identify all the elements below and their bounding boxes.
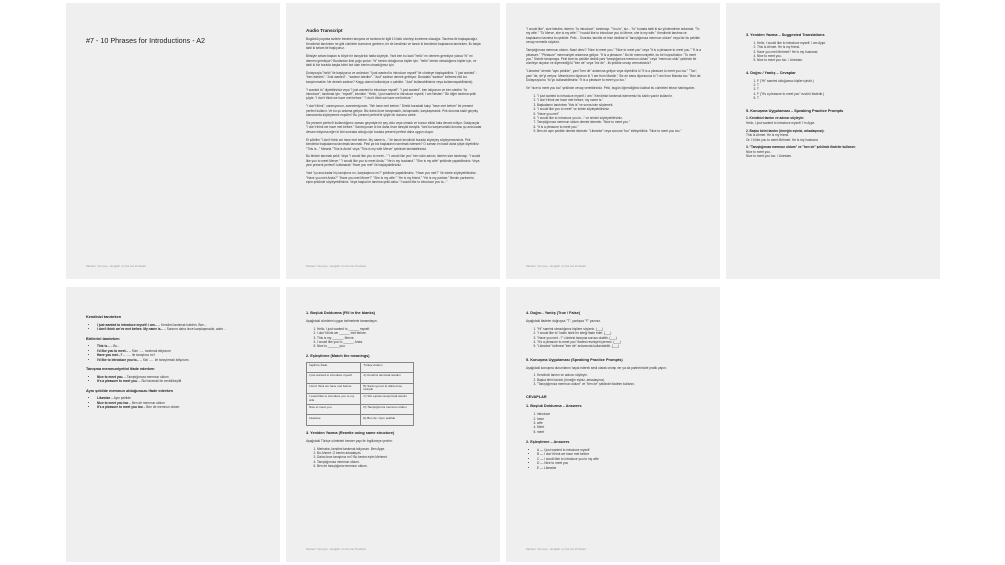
prompt-label: 2. Başka birini tanıtın (örneğin eşinizi, arkadaşınızı): (746, 128, 825, 133)
section-heading: 3. Yeniden Yazma – Suggested Translations (746, 33, 825, 37)
page-exercises (286, 287, 500, 562)
table-cell: I would like to introduce you to my wife (307, 394, 361, 405)
paragraph: Dolayısıyla "hello" ile başlıyoruz ve ardından "I just wanted to introduce myself" ile cümleye başlayabiliriz. "I just wanted" - "ben istedim". "Just wanted" - "sadece istedim". "Just" sadece demek gelmiyor. Buradaki "sadece" kelimesi ekli kız kavşılınmaktır. Ne demek sadece? Kaygı-olanın kullanılıyor o şekilde. "Just" kullanabilirsiniz veya kullanmayabilirsiniz). (306, 70, 478, 84)
tf-answer-list (746, 79, 922, 101)
instructions: Aşağıdaki cümleleri uygun kelimelerle tamamlayın. (306, 318, 378, 323)
paragraph: "I don't think", sanmıyorum, zannetmiyorum. "We have met before." Direkt buradaki kalıp "have met before" bir present perfect kullanır. Ve bu şu anlama geliyor. Biz daha önce tanışmadık, buluşmadık, karşılaşmadık. Pek duruma kadıl geçmiş zamanında söyleyemez mışdim? Bu present perfect'le şöyle bir durumu varbir. (306, 104, 478, 118)
table-cell: A) Kendimi tanıtmak istedim (361, 373, 414, 384)
table-cell: B) Sanmıyorum ki daha önce tanıştık (361, 383, 414, 394)
paragraph: Et şöbilim "I don't think we have met before. My name is..." ile tanıdı kendinizi burada söyleyey söyleyemezsiniz. Pek kendimizi başkalarına tanıtmak tanımak. Peki ya biz başkalarını tanıtmak istersek? O zaman en basit daha şöyle diyebiliriz: "This is..." Mesela "This is Anda" veya "This is my wife Merve" şeklinde tanıtabilirsiniz. (306, 137, 480, 151)
table-cell: I don't think we have met before (307, 383, 361, 394)
list-item: • A — I just wanted to introduce myself (537, 448, 702, 452)
table-row (307, 394, 414, 405)
paragraph: "Likewise" demek "aynı şekilde", yani "ben de" anlamına geliyor veya diyebiliriz ki "It is a pleasure to meet you too." "Too", yani "de, de"yi veriyor. Mesela ben diyorum ki "I am from Mardin." Siz de bana diyorsunuz ki "I am from Manisa too." Ben de. Dolayısıyla bu "to"yu kullanabilirsiniz: "It is a pleasure to meet you too." (526, 69, 702, 83)
section-heading: 4. Doğru / Yanlış – Cevaplar (746, 70, 796, 75)
section-heading: 5. Konuşma Uygulaması – Speaking Practice Prompts (746, 108, 844, 113)
list-item: • I don't think we've met before. My name is... – Sanırım daha önce karşılaşmadık, adım... (97, 327, 262, 331)
list-item: 3. Daha önce tanıştınız mı? Bu benim eşim Mehmet. (317, 455, 482, 459)
list-item: 1. Hello, I just wanted to ______ myself. (317, 327, 482, 331)
instructions: Aşağıdaki ifadeler doğruysa "T", yanlışsa "F" yazınız. (526, 318, 601, 323)
suggested-list (746, 41, 922, 63)
list-item: 2. T (757, 83, 922, 87)
table-cell: İngilizce İfade (307, 362, 361, 373)
list-item: 3. "Have you met...?" cümlesi tanışma sorusu olabilir. (___) (537, 336, 702, 340)
answers-list (526, 412, 702, 434)
list-item: 1. Merhaba, kendimi tanıtmak istiyorum. Ben Ayşe. (317, 447, 482, 451)
table-row (307, 415, 414, 426)
section-heading: 1. Boşluk Doldurma – Answers (526, 404, 582, 409)
list-item: 3. wife (537, 421, 702, 425)
list-item: • I'd like you to meet... – Size ...... tanıtmak istiyorum (97, 349, 262, 353)
list-item: 4. F ("It's a pleasure to meet you" ezcörü ifadedir.) (757, 92, 922, 96)
list-item: • It's a pleasure to meet you too – Ben de memnun oldum (97, 405, 262, 409)
page-phrase-summary (66, 287, 280, 562)
blanks-list (306, 327, 482, 349)
speak-list (526, 373, 702, 386)
prompt-label: 1. Kendinizi tanıtın ve adınızı söyleyin: (746, 116, 805, 121)
list-item: 5. Nice to meet you too. / Likewise. (757, 58, 922, 62)
list-item: • Nice to meet you too – Ben de memnun oldum (97, 401, 262, 405)
prompt-answer: Nice to meet you. Nice to meet you too. / Likewise. (746, 149, 792, 159)
page-audio-transcript (286, 3, 500, 279)
prompt-answer: Hello, I just wanted to introduce myself. I'm Ayşe. (746, 120, 816, 125)
list-item: • D — Nice to meet you (537, 461, 702, 465)
rewrite-list (306, 447, 482, 469)
list-item: • C — I would like to introduce you to my wife (537, 457, 702, 461)
list-item: • E — Likewise (537, 466, 702, 470)
table-row (307, 404, 414, 415)
section-heading: Audio Transcript (306, 28, 343, 33)
page-true-false-answers (506, 287, 720, 562)
list-item: • Nice to meet you. – Tanıştığımıza memnun oldum (97, 375, 262, 379)
list-item: 9. Ben de aynı şekilde demek istersek: "Likewise" veya sonuna "too" ekleyebiliriz: "Nice to meet you too." (537, 129, 702, 133)
page-footer: Modern Yemoyo - English on the Go Podcast (526, 264, 586, 268)
paragraph: Bugünkü poyrata sizlerle beraber tanışma ve tanıtma ile ilgili 10 faklı cümleyi inceleme olacağız. Tanıtma ile başlayacağız. Kendimizi tanıtırken ne gibi cümleler kurmanız gereken, bir de kendimiz ve tanıdı ki kendimizi başkasına tanıtırken. İlk başta tabii ki selam ile başlıyoruz. (306, 37, 481, 51)
list-item: 4. "I would like you to meet" ve isimle söyleyebilirsiniz. (537, 107, 702, 111)
list-item: 1. "I just wanted to introduce myself, I am." Kendimizi tanıtmak istememiz bu kalıbı yazılır kullanılır. (537, 94, 702, 98)
list-item: 1. "Hi" samimi olmadığımız kişilere söylenir. (___) (537, 327, 702, 331)
list-item: 1. F ("Hi" samimi olduğumuz kişiler içindir.) (757, 79, 922, 83)
recap-list (526, 94, 702, 134)
paragraph: "I wanted to" diyebilirsiniz veya "I just wanted to introduce myself". "I just wanted", ben istiyorum ve ben stedim. "to introduce", tanıtmak için. "myself", kendimi. "Hello, I just wanted to introduce myself, I am Nesteri." Bir diğer tanıtma şekli şöyle: "I don't think we have met before." "I don't think we have met before." (306, 87, 476, 101)
table-row (307, 373, 414, 384)
paragraph: Tanıştığımıza memnun oldum. Nasıl deriz? "Nice to meet you." "Nice to meet you" veya "It is a pleasure to meet you." "It is a pleasure." "Pleasure" memnuniyet anlamına geliyor. "It is a pleasure." Bu bir memnuniyettir, bu bir hoşnutluktur. "To meet you." Sizinle tanışmaya. Peki bize bu şekilde dedidi yani "tanıştığımıza memnun oldum" veya "memnun oldu" şeklinde bir cümleye duydun ve diyemediği ki "ben de" veya "biz de" - ilk şekilde cevap vereceksiniz? (526, 48, 701, 66)
list-item: 5. T (757, 96, 922, 100)
page-footer: Modern Yemoyo - English on the Go Podcast (306, 264, 366, 268)
list-item: 5. Nice to ______ you. (317, 344, 482, 348)
list-item: 2. I don't think we ______ met before. (317, 331, 482, 335)
paragraph: Ve "nice to meet you too" şeklinde cevap verebilirsiniz. Peki, bugün öğrendiğimiz kalıbat bu cümleleri tekrar hatırlayalım. (526, 85, 696, 90)
section-heading: 5. Konuşma Uygulaması (Speaking Practice Prompts) (526, 357, 623, 362)
instructions: Aşağıdaki konuşma durumlarını hayal ederek sesli olarak cevap ver ya da partnerinizle pratik yapın: (526, 365, 667, 370)
section-heading: 3. Yeniden Yazma (Rewrite using same structure) (306, 430, 395, 435)
section-heading: Tanışma memnuniyetini ifade ederken (86, 367, 155, 372)
list-item: 2. This is Ahmet. He is my friend. (757, 45, 922, 49)
list-item: • This is... – Bu... (97, 344, 262, 348)
page-footer: Modern Yemoyo - English on the Go Podcast (306, 547, 366, 551)
list-item: 5. meet (537, 430, 702, 434)
table-cell: C) Sizi eşimle tanıştırmak isterim (361, 394, 414, 405)
list-item: 5. "Have you met" (537, 112, 702, 116)
list-item: 8. "It is a pleasure to meet you." (537, 125, 702, 129)
page-footer: Modern Yemoyo - English on the Go Podcast (86, 264, 146, 268)
section-heading: Birilerini tanıtırken (86, 336, 120, 341)
list-item: 3. Başkalarını tanıtırken "this is" ve sonra isim söylemek. (537, 103, 702, 107)
list-item: 3. This is my ______, Merve. (317, 336, 482, 340)
table-cell: Türkçe Anlamı (361, 362, 414, 373)
list-item: • It's a pleasure to meet you. – Sizi tanımak bir zevkti/keyifti (97, 379, 262, 383)
phrase-list (86, 323, 262, 332)
section-heading: 2. Eşleştirme (Match the meanings) (306, 353, 370, 358)
list-item: • I'd like to introduce you to... – Sizi ...... ile tanıştırmak istiyorum. (97, 358, 262, 362)
table-cell: E) Ben de / Aynı şekilde (361, 415, 414, 426)
list-item: 3. "Tanıştığımıza memnun oldum" ve "ben de" şeklinde ifadeler kullanın. (537, 382, 702, 386)
list-item: 2. have (537, 417, 702, 421)
answers-heading: CEVAPLAR (526, 394, 547, 399)
prompt-answer: This is Ahmet. He is my friend. Or: I'd like you to meet Mehmet. He is my husband. (746, 133, 819, 142)
phrase-list (86, 396, 262, 409)
section-heading: Aynı şekilde memnun olduğunuzu ifade ederken (86, 388, 173, 393)
table-cell: Nice to meet you (307, 404, 361, 415)
list-item: • B — I don't think we have met before (537, 452, 702, 456)
page-transcript-continued (506, 3, 720, 279)
document-title: #7 - 10 Phrases for Introductions - A2 (86, 36, 206, 45)
section-heading: Kendinizi tanıtırken (86, 315, 122, 319)
paragraph: Siz present perfect'i kullandığımız zaman geçmişte bir şey oldu veya olmadı ve bunun etkisi hala devam ediyor. Dolayısıyla "I don't think we have met before." Sanmıyorum ki biz daha önce tanıştık tanıştık. Yani bu karşımızdaki durumu şu ana kadar devam ediyorsa eğer ki bizi sonrada olduğu için burada present perfect daha uygun oluyor. (306, 121, 482, 134)
list-item: • I just wanted to introduce myself. I am... – Kendimi tanıtmak istedim. Ben... (97, 323, 262, 327)
table-cell: Likewise (307, 415, 361, 426)
tf-list (526, 327, 702, 349)
list-item: • Likewise – Aynı şekilde (97, 396, 262, 400)
paragraph: Birisiyle selam baştan is böyle bir tanıştırıldı hatta söyleyin. Yani ben bu kadı "hello" mı demem gerekiyor yoksa "hi" mi demem gerekiyor? Bunlardan ikisi çoğu şudur: "hi" benim olduğumuz kişiler için. "hello" benim olmadığımız kişiler için, ve tabii ki biz burada başka birini bot olan benim olmadığımız için. (306, 54, 477, 67)
paragraph: Yani "şu ana kadar hiç tanıştınız mı, karşılaştınız mı?" şeklinde yapabilirsiniz. "Have you met?" Ve isimle söyleyebilirsiniz. "Have you met Anda?" "Have you met Merve?" "She is my wife." "He is my friend." "He is my partner." Benim partnerim, eşim şeklinde söyleyebilirsiniz. Veya başka bir tanıtma şekli daha: "I would like to introduce you to..." (306, 171, 477, 184)
page-title-cover (66, 3, 280, 279)
list-item: 5. Ben de tanıştığıma memnun oldum. (317, 464, 482, 468)
list-item: 2. Bu Ahmet. O benim arkadaşım. (317, 451, 482, 455)
section-heading: 2. Eşleştirme – Answers (526, 440, 570, 445)
phrase-list (86, 375, 262, 384)
matching-table (306, 362, 414, 426)
list-item: • Have you met...? – ...... ile tanıştınız mı? (97, 353, 262, 357)
list-item: 5. "Likewise" kelimesi "ben de" anlamında kullanılabilir. (___) (537, 344, 702, 348)
list-item: 4. "It's a pleasure to meet you" ifadesi resmiyet içermez. (___) (537, 340, 702, 344)
list-item: 4. Nice to meet you. (757, 54, 922, 58)
list-item: 1. Hello, I would like to introduce myself. I am Ayşe. (757, 41, 922, 45)
answers-list (526, 448, 702, 470)
table-cell: D) Tanıştığımıza memnun oldum (361, 404, 414, 415)
instructions: Aşağıdaki Türkçe cümleleri benzer yapı ile İngilizceye çevirin: (306, 438, 393, 443)
list-item: 3. T (757, 87, 922, 91)
list-item: 7. Tanıştığımıza memnun oldum demek istemek: "Nice to meet you." (537, 120, 702, 124)
page-answers (726, 3, 940, 279)
list-item: 3. Have you met Mehmet? He is my husband. (757, 50, 922, 54)
page-footer: Modern Yemoyo - English on the Go Podcast (526, 547, 586, 551)
section-heading: 1. Boşluk Doldurma (Fill in the blanks) (306, 311, 375, 315)
table-row (307, 362, 414, 373)
list-item: 1. introduce (537, 412, 702, 416)
list-item: 2. "I would like to" kalıbı istek bir isteği ifade eder. (___) (537, 331, 702, 335)
list-item: 4. Meet (537, 425, 702, 429)
list-item: 4. I would like you to ______ Anda. (317, 340, 482, 344)
list-item: 2. Başka birini tanıtın (örneğin eşiniz, arkadaşınız). (537, 378, 702, 382)
list-item: 2. "I don't think we have met before, my name is." (537, 98, 702, 102)
paragraph: "I would like", size istedim, isterim. "to introduce", tanıtmayı. "You to", siz... "to" burada tabii ki siz yönlendirme anlamda. "To my wife." "To Merve, she is my wife." "I would like to introduce you to Merve, she is my wife." Kendimizi tanıtma ve başkalarını tanıtma bu şekilde. Peki... Sonrala, tanıttık ve bize dedidar ki "tanıştığımıza memnun oldum" veya biz bu şekilde cevap vermeliz söyleriz. (526, 27, 700, 45)
table-row (307, 383, 414, 394)
list-item: 4. Tanıştığımıza memnun oldum. (317, 460, 482, 464)
table-cell: I just wanted to introduce myself (307, 373, 361, 384)
phrase-list (86, 344, 262, 362)
list-item: 1. Kendinizi tanıtın ve adınızı söyleyin. (537, 373, 702, 377)
prompt-label: 3. "Tanıştığımıza memnun oldum" ve "ben de" şeklinde ifadeler kullanın: (746, 145, 856, 150)
list-item: 6. "I would like to introduce you to..." ve isimini söyleyebilirsiniz. (537, 116, 702, 120)
paragraph: Bu birisini tanımak şekli. Veya "I would like you to meet..." "I would like you" ben sizin adının, isterim size tanıtmayı. "I would like you to meet Merve." "I would like you to meet Anda." "He is my husband." "She is my wife" şeklinde yapabilirsiniz. Veya yine present perfect'i kullanarak "Have you met" ile başlayabilirsiniz. (306, 154, 481, 168)
section-heading: 4. Doğru - Yanlış (True / False) (526, 311, 581, 315)
